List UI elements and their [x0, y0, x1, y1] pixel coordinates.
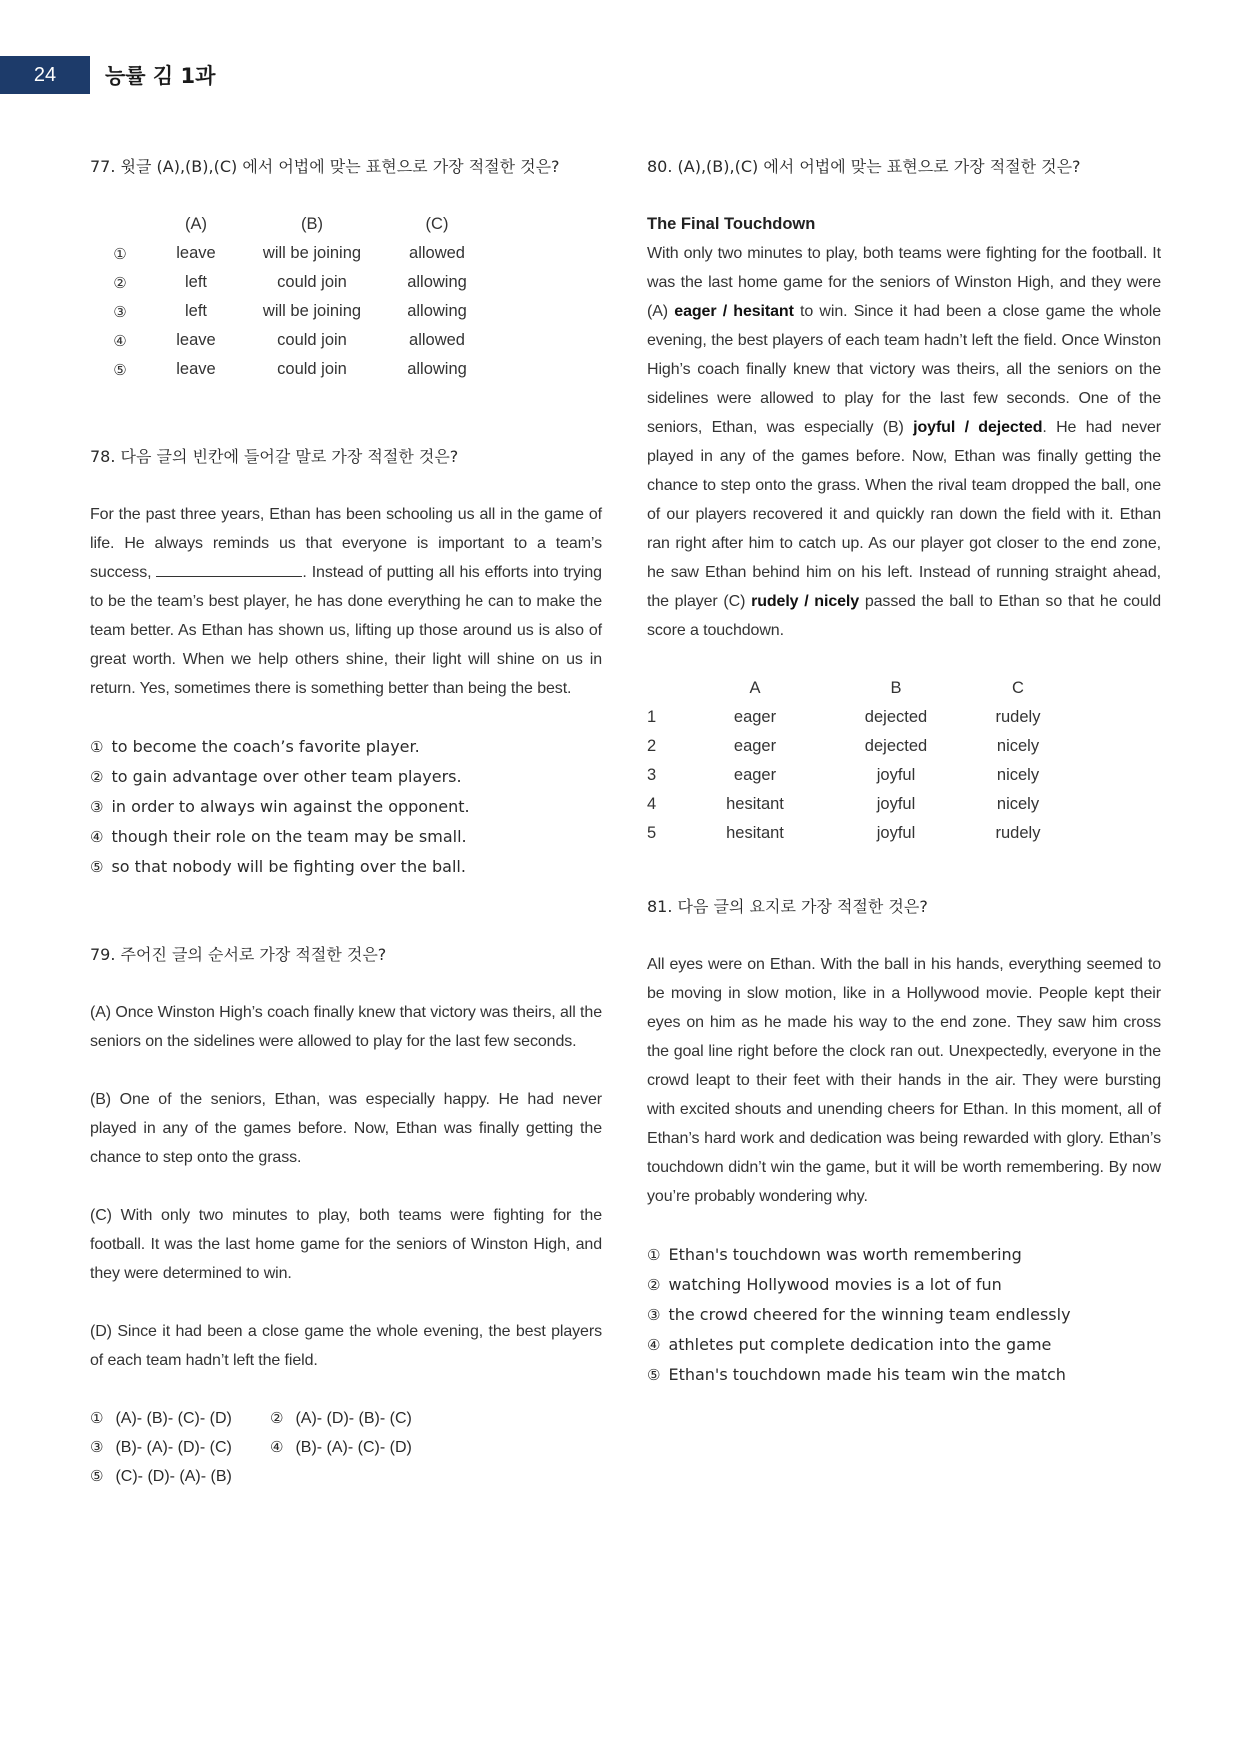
question-80-title: 80. (A),(B),(C) 에서 어법에 맞는 표현으로 가장 적절한 것은?	[647, 157, 1081, 176]
choice-number: ③	[647, 1306, 661, 1324]
option-row[interactable]	[647, 819, 1067, 848]
choice-row	[90, 1462, 602, 1491]
option-row[interactable]	[90, 268, 602, 297]
table-header-c: C	[1012, 679, 1024, 697]
paragraph-d: (D) Since it had been a close game the whole evening, the best players of each team hadn’t left the field.	[90, 1323, 602, 1369]
choice-item[interactable]	[647, 1330, 1161, 1360]
option-a: leave	[176, 244, 216, 262]
option-row[interactable]	[647, 790, 1067, 819]
option-c: nicely	[996, 737, 1040, 755]
choice-text: so that nobody will be fighting over the ball.	[111, 857, 466, 876]
option-row[interactable]	[647, 761, 1067, 790]
option-number: 3	[647, 766, 657, 784]
option-number: 5	[647, 824, 657, 842]
choice-number: ①	[647, 1246, 661, 1264]
table-header-b: (B)	[301, 215, 323, 233]
choice-text: (B)- (A)- (D)- (C)	[115, 1439, 232, 1456]
option-a: leave	[176, 331, 216, 349]
option-c: nicely	[996, 795, 1040, 813]
question-77-title: 77. 윗글 (A),(B),(C) 에서 어법에 맞는 표현으로 가장 적절한 것은?	[90, 157, 560, 176]
option-number: 1	[647, 708, 657, 726]
option-b: will be joining	[262, 302, 362, 320]
option-number: ①	[113, 244, 127, 263]
question-81-title: 81. 다음 글의 요지로 가장 적절한 것은?	[647, 897, 928, 916]
choice-b-bold: joyful / dejected	[913, 419, 1043, 436]
choice-text: athletes put complete dedication into the game	[668, 1335, 1052, 1354]
choice-item[interactable]	[90, 1462, 270, 1491]
choice-item[interactable]	[90, 1404, 270, 1433]
option-c: allowing	[407, 360, 467, 378]
question-80	[647, 152, 1161, 848]
choice-text: (A)- (D)- (B)- (C)	[295, 1410, 412, 1427]
choice-item[interactable]	[647, 1240, 1161, 1270]
option-row[interactable]	[647, 732, 1067, 761]
choice-number: ⑤	[90, 858, 104, 876]
choice-number: ④	[90, 828, 104, 846]
choice-item[interactable]	[90, 1433, 270, 1462]
choice-text: in order to always win against the opponent.	[111, 797, 470, 816]
choice-row	[90, 1404, 602, 1433]
option-number: 2	[647, 737, 657, 755]
paragraph-b: (B) One of the seniors, Ethan, was especially happy. He had never played in any of the games before. Now, Ethan was finally getting the chance to step onto the grass.	[90, 1091, 602, 1166]
lesson-title: 능률 김 1과	[105, 64, 216, 88]
choice-text: (B)- (A)- (C)- (D)	[295, 1439, 412, 1456]
table-header-row	[647, 674, 1067, 703]
option-a: left	[184, 273, 207, 291]
option-a: eager	[733, 737, 777, 755]
passage-title: The Final Touchdown	[647, 215, 816, 233]
question-79	[90, 940, 602, 1491]
paragraph-a: (A) Once Winston High’s coach finally knew that victory was theirs, all the seniors on the sidelines were allowed to play for the last few seconds.	[90, 1004, 602, 1050]
option-b: could join	[277, 331, 347, 349]
choice-number: ③	[90, 798, 104, 816]
choice-item[interactable]	[270, 1433, 450, 1462]
choice-text: (A)- (B)- (C)- (D)	[115, 1410, 232, 1427]
question-78	[90, 442, 602, 882]
option-c: allowed	[409, 244, 465, 262]
question-78-title: 78. 다음 글의 빈칸에 들어갈 말로 가장 적절한 것은?	[90, 447, 459, 466]
question-79-choices	[90, 1404, 602, 1491]
choice-item[interactable]	[90, 792, 602, 822]
option-c: allowing	[407, 273, 467, 291]
choice-text: though their role on the team may be small.	[111, 827, 467, 846]
option-c: nicely	[996, 766, 1040, 784]
answer-blank	[156, 560, 302, 577]
choice-number: ⑤	[90, 1467, 104, 1485]
choice-item[interactable]	[90, 762, 602, 792]
choice-text: the crowd cheered for the winning team endlessly	[668, 1305, 1071, 1324]
table-header-a: A	[749, 679, 761, 697]
question-77-options-table	[90, 210, 602, 384]
left-column	[90, 152, 602, 1491]
option-a: eager	[733, 766, 777, 784]
question-77	[90, 152, 602, 384]
choice-item[interactable]	[90, 822, 602, 852]
choice-text: (C)- (D)- (A)- (B)	[115, 1468, 232, 1485]
choice-text: Ethan's touchdown made his team win the match	[668, 1365, 1066, 1384]
option-b: could join	[277, 273, 347, 291]
question-78-choices	[90, 732, 602, 882]
option-c: allowed	[409, 331, 465, 349]
choice-item[interactable]	[90, 852, 602, 882]
option-c: rudely	[995, 824, 1041, 842]
option-number: ④	[113, 331, 127, 350]
option-row[interactable]	[90, 297, 602, 326]
choice-item[interactable]	[647, 1300, 1161, 1330]
paragraph-c: (C) With only two minutes to play, both teams were fighting for the football. It was the last home game for the seniors of Winston High, and they were determined to win.	[90, 1207, 602, 1282]
option-b: joyful	[876, 766, 916, 784]
choice-c-bold: rudely / nicely	[751, 593, 860, 610]
option-row[interactable]	[647, 703, 1067, 732]
table-header-empty	[90, 210, 150, 239]
option-b: joyful	[876, 795, 916, 813]
choice-number: ②	[90, 768, 104, 786]
passage-segment: passed the ball to Ethan so that he could score a touchdown.	[647, 593, 1161, 639]
passage-segment: With only two minutes to play, both teams were fighting for the football. It was the last home game for the seniors of Winston High, and they were (A)	[647, 245, 1161, 320]
option-a: hesitant	[726, 824, 784, 842]
option-c: allowing	[407, 302, 467, 320]
choice-text: to gain advantage over other team players.	[111, 767, 462, 786]
table-header-empty	[647, 674, 687, 703]
passage-segment: . He had never played in any of the games before. Now, Ethan was finally getting the chance to step onto the grass. When the rival team dropped the ball, one of our players recovered it and quickly ran down the field with it. Ethan ran right after him to catch up. As our player got closer to the end zone, he saw Ethan behind him on his left. Instead of running straight ahead, the player (C)	[647, 419, 1161, 610]
passage-after-blank: . Instead of putting all his efforts into trying to be the team’s best player, he has done everything he can to make the team better. As Ethan has shown us, lifting up those around us is also of great worth. When we help others shine, their light will shine on us in return. Yes, sometimes there is something better than being the best.	[90, 564, 602, 697]
question-79-title: 79. 주어진 글의 순서로 가장 적절한 것은?	[90, 945, 387, 964]
choice-text: Ethan's touchdown was worth remembering	[668, 1245, 1022, 1264]
option-b: could join	[277, 360, 347, 378]
choice-number: ③	[90, 1438, 104, 1456]
table-header-a: (A)	[185, 215, 207, 233]
choice-row	[90, 1433, 602, 1462]
choice-item[interactable]	[270, 1404, 450, 1433]
choice-number: ①	[90, 738, 104, 756]
choice-number: ④	[647, 1336, 661, 1354]
choice-number: ②	[647, 1276, 661, 1294]
table-header-row	[90, 210, 602, 239]
option-a: hesitant	[726, 795, 784, 813]
option-a: leave	[176, 360, 216, 378]
choice-number: ①	[90, 1409, 104, 1427]
table-header-spacer	[492, 210, 602, 239]
option-a: eager	[733, 708, 777, 726]
option-number: ⑤	[113, 360, 127, 379]
option-b: will be joining	[262, 244, 362, 262]
passage-before-blank: For the past three years, Ethan has been schooling us all in the game of life. He always reminds us that everyone is important to a team’s success,	[90, 506, 602, 581]
option-row[interactable]	[90, 355, 602, 384]
choice-item[interactable]	[647, 1360, 1161, 1390]
choice-item[interactable]	[647, 1270, 1161, 1300]
question-80-passage	[647, 239, 1161, 645]
option-b: joyful	[876, 824, 916, 842]
choice-item[interactable]	[90, 732, 602, 762]
choice-text: watching Hollywood movies is a lot of fun	[668, 1275, 1002, 1294]
choice-number: ②	[270, 1409, 284, 1427]
question-81-choices	[647, 1240, 1161, 1390]
choice-number: ④	[270, 1438, 284, 1456]
page-number: 24	[33, 64, 57, 86]
choice-text: to become the coach’s favorite player.	[111, 737, 420, 756]
option-number: ③	[113, 302, 127, 321]
question-80-options-table	[647, 674, 1067, 848]
option-b: dejected	[864, 737, 928, 755]
right-column	[647, 152, 1161, 1390]
table-header-b: B	[890, 679, 902, 697]
option-b: dejected	[864, 708, 928, 726]
passage-segment: to win. Since it had been a close game the whole evening, the best players of each team hadn’t left the field. Once Winston High’s coach finally knew that victory was theirs, all the seniors on the sidelines were allowed to play for the last few seconds. One of the seniors, Ethan, was especially (B)	[647, 303, 1162, 436]
option-number: 4	[647, 795, 657, 813]
option-row[interactable]	[90, 326, 602, 355]
option-a: left	[184, 302, 207, 320]
question-81	[647, 892, 1161, 1390]
question-78-passage	[90, 500, 602, 703]
question-81-passage: All eyes were on Ethan. With the ball in his hands, everything seemed to be moving in slow motion, like in a Hollywood movie. People kept their eyes on him as he made his way to the end zone. They saw him cross the goal line right before the clock ran out. Unexpectedly, everyone in the crowd leapt to their feet with their hands in the air. They were bursting with excited shouts and unending cheers for Ethan. In this moment, all of Ethan’s hard work and dedication was being rewarded with glory. Ethan’s touchdown didn’t win the game, but it will be worth remembering. By now you’re probably wondering why.	[647, 956, 1161, 1205]
choice-number: ⑤	[647, 1366, 661, 1384]
table-header-c: (C)	[425, 215, 449, 233]
option-c: rudely	[995, 708, 1041, 726]
option-number: ②	[113, 273, 127, 292]
option-row[interactable]	[90, 239, 602, 268]
choice-a-bold: eager / hesitant	[674, 303, 794, 320]
